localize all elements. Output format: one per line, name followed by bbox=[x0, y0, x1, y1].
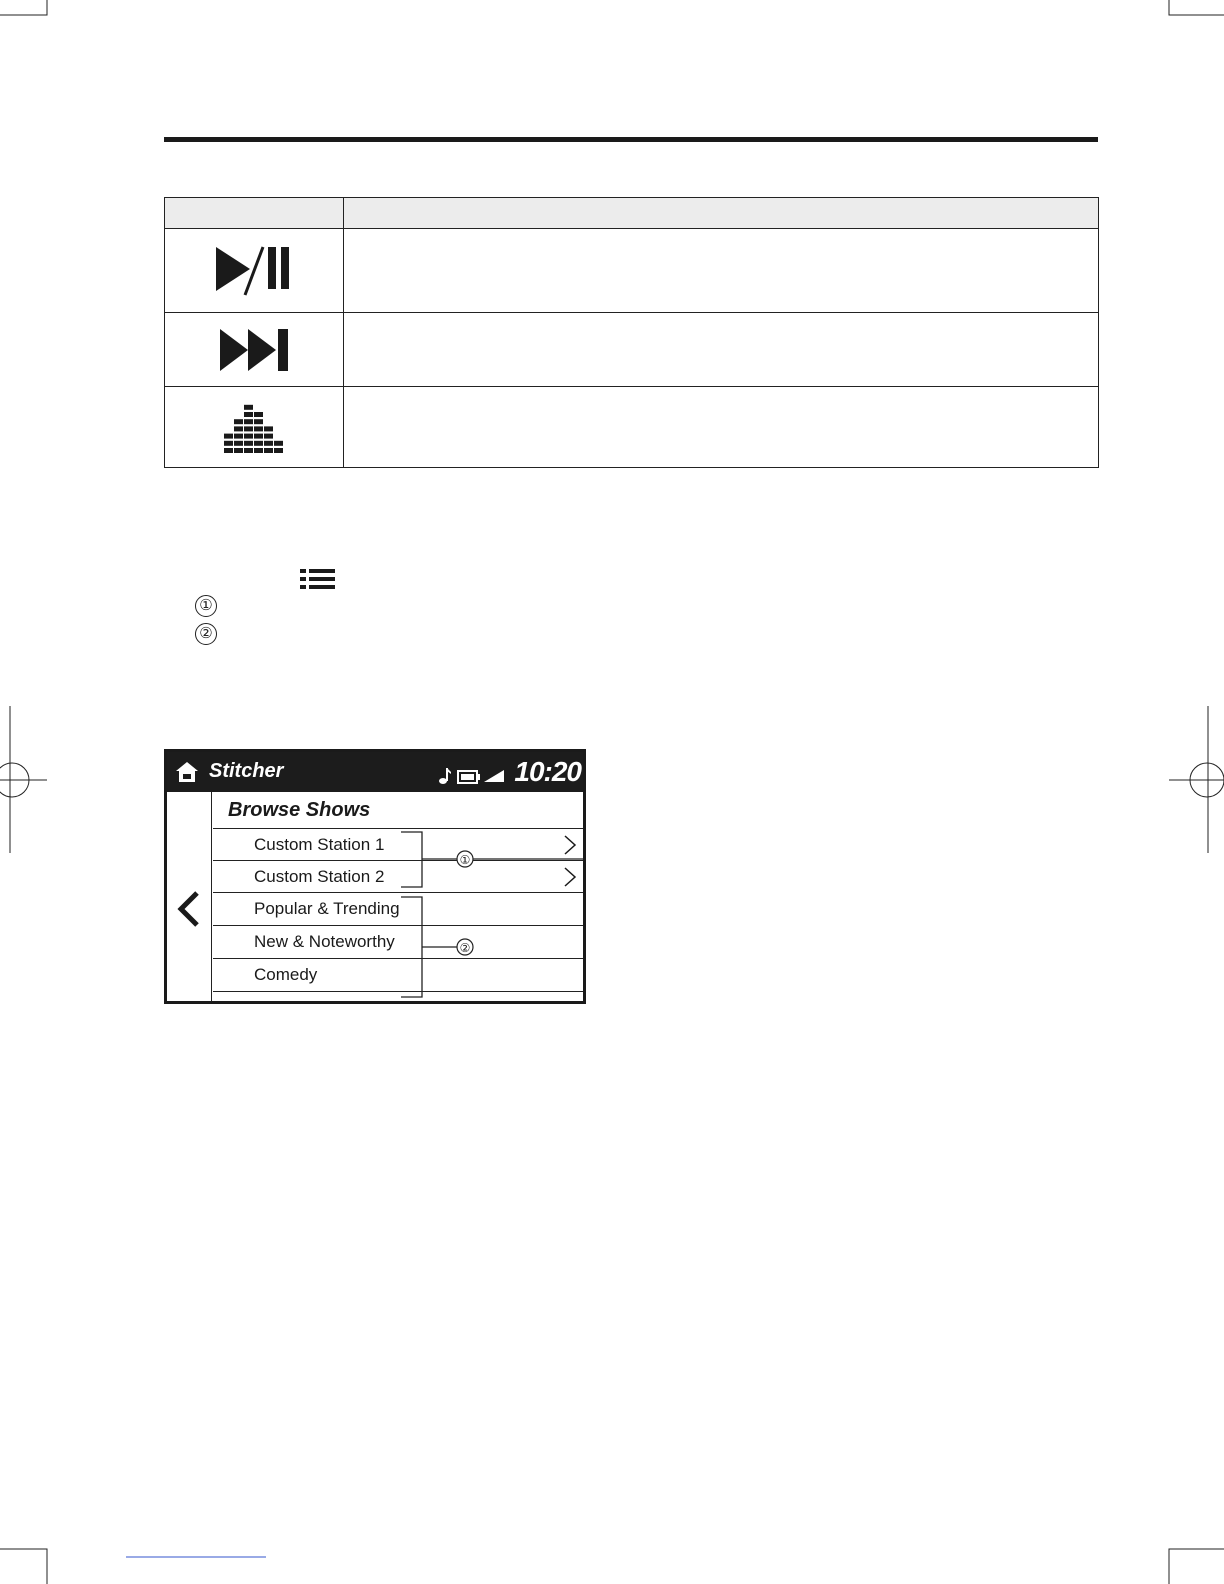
screen-callout-1: ① bbox=[459, 853, 471, 867]
list-item-label: Comedy bbox=[254, 965, 318, 984]
list-item-label: New & Noteworthy bbox=[254, 932, 395, 951]
app-title: Stitcher bbox=[209, 760, 284, 782]
callout-number-2: ② bbox=[195, 623, 217, 645]
clock: 10:20 bbox=[514, 756, 581, 787]
list-item-label: Custom Station 1 bbox=[254, 835, 385, 854]
list-item-label: Popular & Trending bbox=[254, 899, 400, 918]
screen-callout-2: ② bbox=[459, 941, 471, 955]
list-header-title: Browse Shows bbox=[228, 799, 371, 821]
list-item-label: Custom Station 2 bbox=[254, 867, 385, 886]
callout-number-1: ① bbox=[195, 595, 217, 617]
